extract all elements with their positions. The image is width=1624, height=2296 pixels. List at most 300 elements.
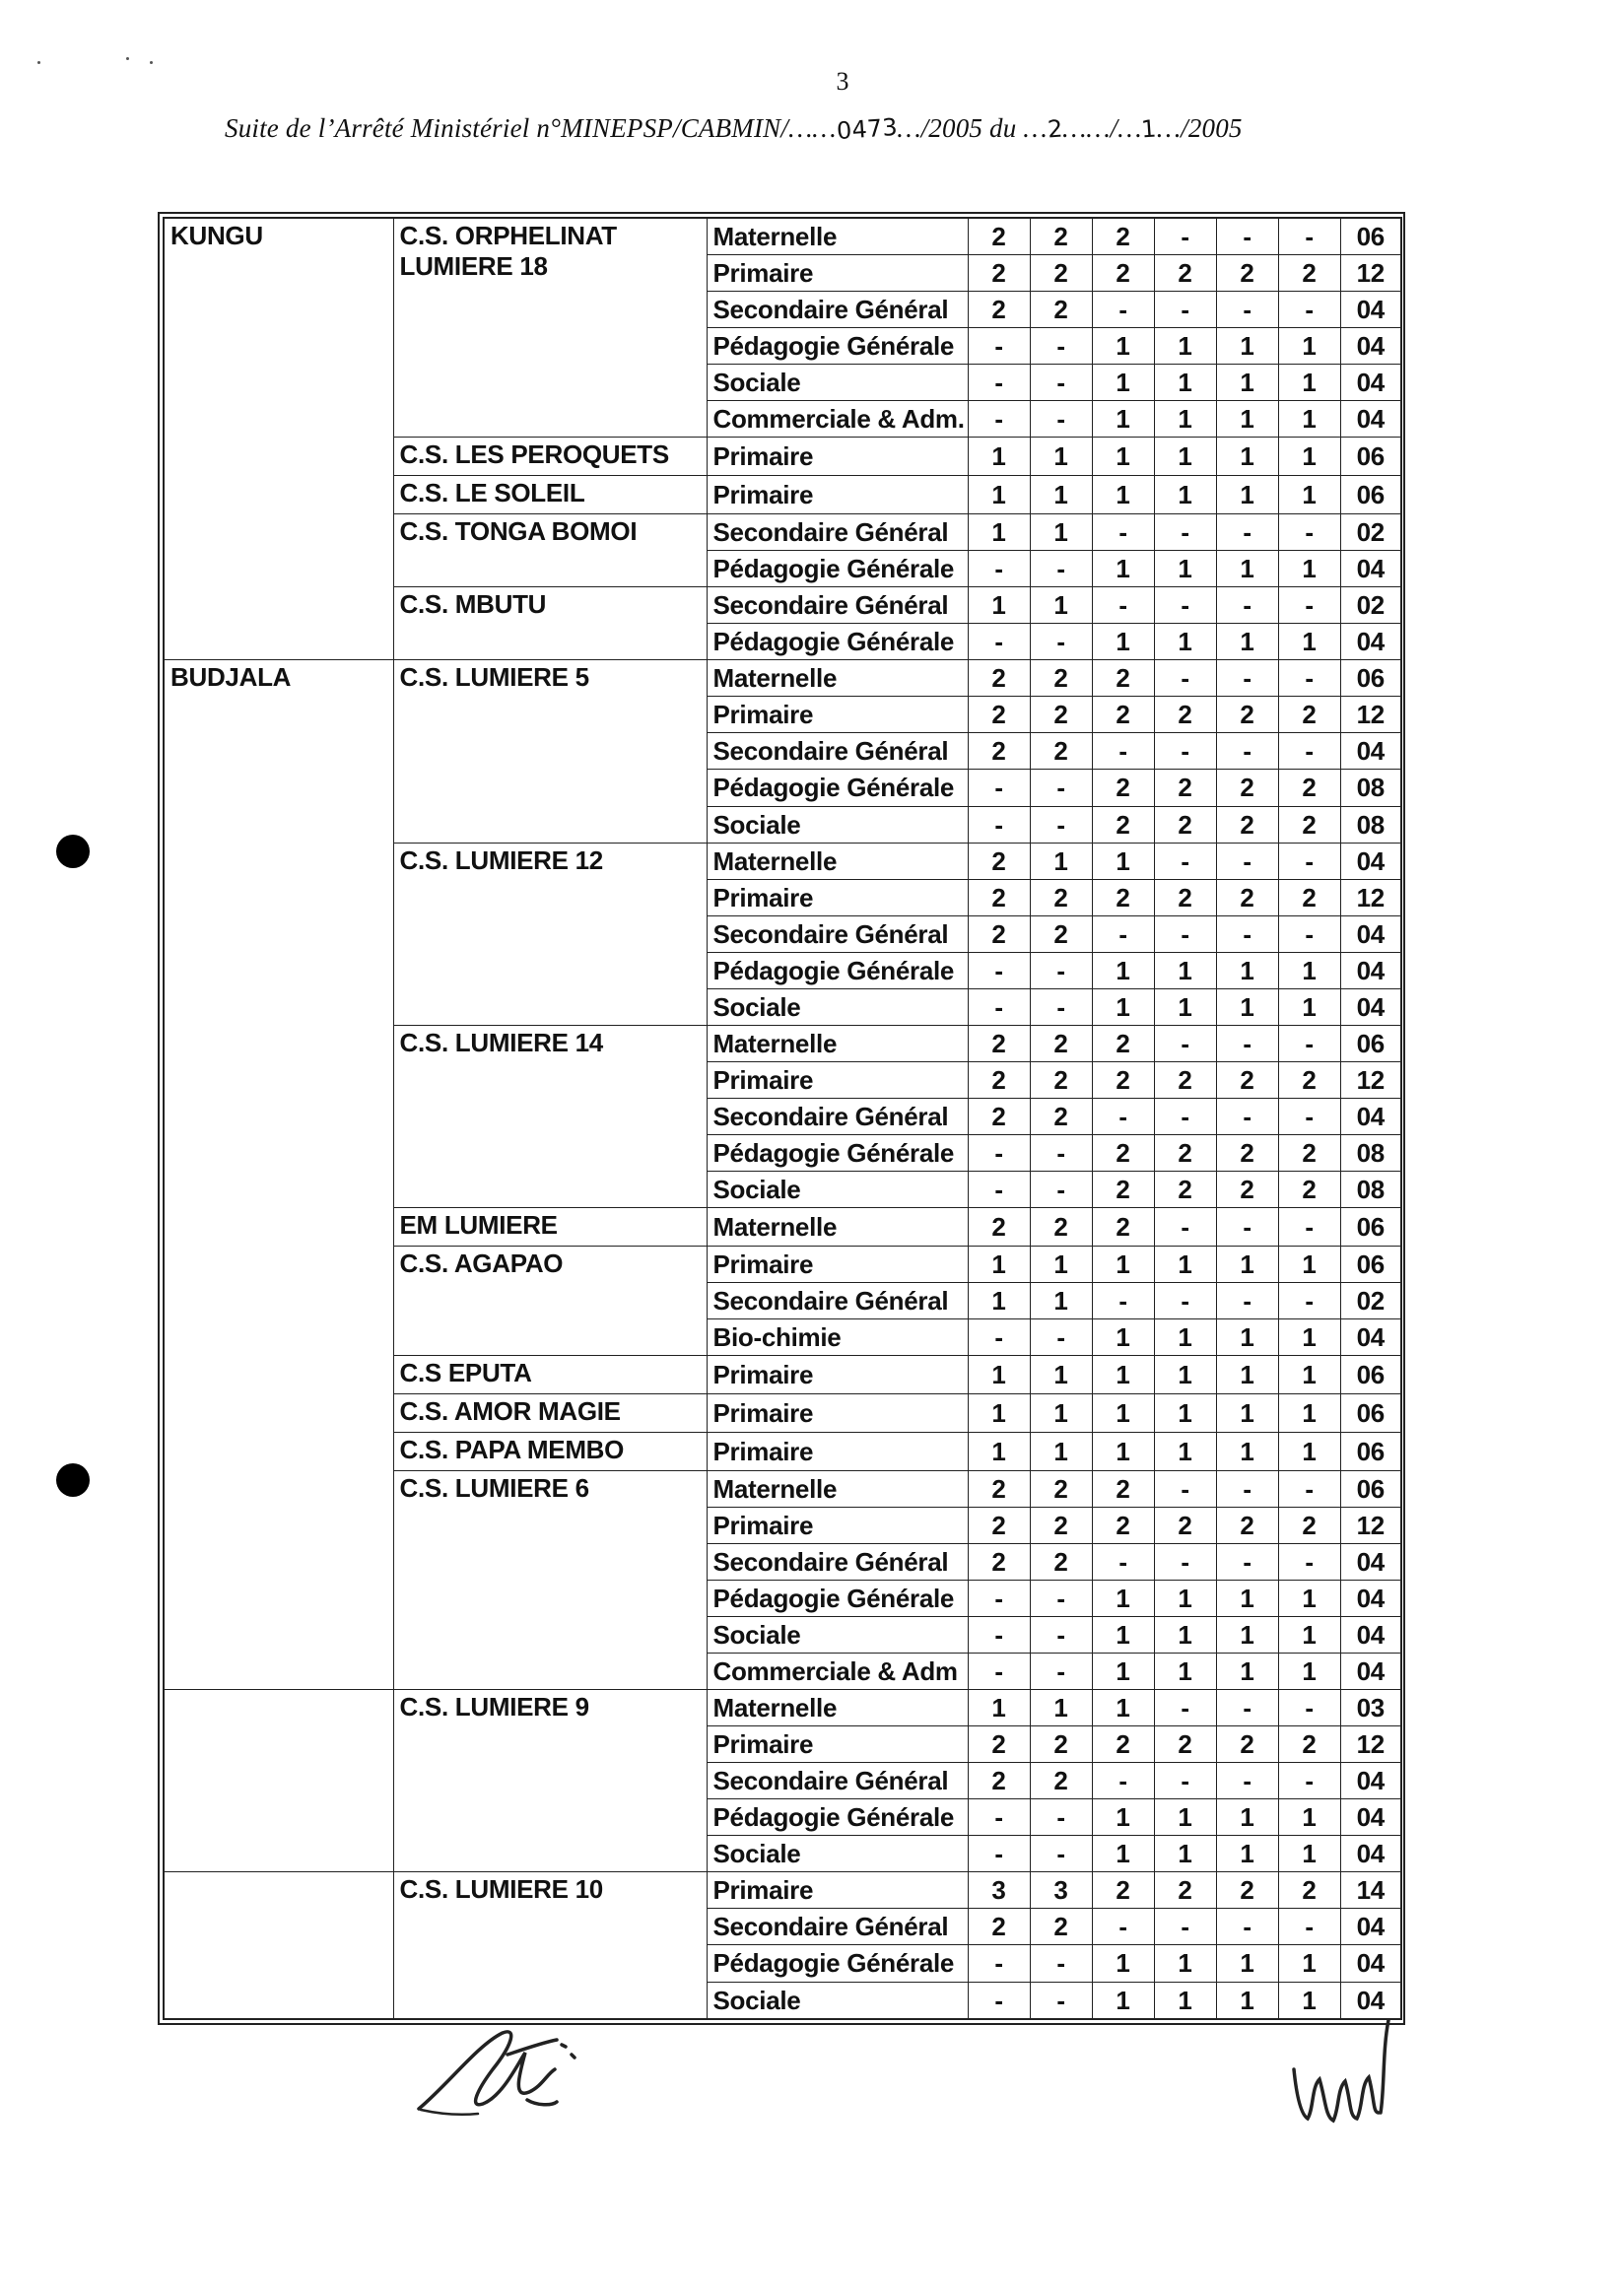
count-cell: - <box>1278 292 1340 328</box>
count-cell: 1 <box>1154 988 1216 1025</box>
count-cell: 2 <box>968 733 1030 770</box>
section-cell: Sociale <box>707 1982 968 2019</box>
section-cell: Sociale <box>707 1171 968 1207</box>
section-cell: Secondaire Général <box>707 1544 968 1581</box>
count-cell: 1 <box>968 1690 1030 1726</box>
school-cell: C.S. LUMIERE 9 <box>393 1690 707 1872</box>
count-cell: 1 <box>1092 1246 1154 1282</box>
count-cell: 1 <box>1278 1617 1340 1654</box>
count-cell: 2 <box>1278 1134 1340 1171</box>
count-cell: 2 <box>1216 879 1278 915</box>
count-cell: 1 <box>1278 1355 1340 1393</box>
count-cell: 2 <box>968 1207 1030 1246</box>
section-cell: Primaire <box>707 438 968 476</box>
count-cell: 1 <box>1092 438 1154 476</box>
count-cell: 1 <box>1092 328 1154 365</box>
school-cell: C.S. MBUTU <box>393 587 707 660</box>
count-cell: - <box>968 401 1030 438</box>
count-cell: 1 <box>1216 1799 1278 1836</box>
count-cell: 1 <box>1278 1654 1340 1690</box>
count-cell: 1 <box>1216 1654 1278 1690</box>
section-cell: Sociale <box>707 1836 968 1872</box>
count-cell: 1 <box>1216 438 1278 476</box>
count-cell: - <box>1154 1690 1216 1726</box>
count-cell: 2 <box>1154 1726 1216 1763</box>
count-cell: - <box>1092 1909 1154 1945</box>
total-cell: 06 <box>1340 476 1401 514</box>
count-cell: - <box>1216 514 1278 551</box>
count-cell: - <box>1278 915 1340 952</box>
total-cell: 04 <box>1340 1945 1401 1982</box>
count-cell: 1 <box>1278 1799 1340 1836</box>
count-cell: - <box>1278 514 1340 551</box>
count-cell: 1 <box>1092 476 1154 514</box>
count-cell: - <box>1278 843 1340 879</box>
count-cell: 1 <box>1092 551 1154 587</box>
count-cell: - <box>1216 587 1278 624</box>
count-cell: 2 <box>1092 806 1154 843</box>
count-cell: 1 <box>1278 328 1340 365</box>
count-cell: 2 <box>1154 879 1216 915</box>
total-cell: 12 <box>1340 879 1401 915</box>
count-cell: 2 <box>1278 1061 1340 1098</box>
count-cell: 2 <box>1030 255 1092 292</box>
count-cell: 2 <box>1030 733 1092 770</box>
count-cell: 1 <box>1030 1394 1092 1433</box>
total-cell: 04 <box>1340 733 1401 770</box>
count-cell: - <box>1092 1282 1154 1318</box>
count-cell: 1 <box>1154 952 1216 988</box>
count-cell: 2 <box>968 915 1030 952</box>
scan-speck <box>37 61 40 64</box>
count-cell: - <box>1154 733 1216 770</box>
count-cell: - <box>968 988 1030 1025</box>
count-cell: 1 <box>1092 1982 1154 2019</box>
count-cell: 1 <box>1092 1433 1154 1471</box>
count-cell: 2 <box>968 292 1030 328</box>
count-cell: 2 <box>968 1025 1030 1061</box>
count-cell: 1 <box>1278 1982 1340 2019</box>
count-cell: 1 <box>1092 401 1154 438</box>
school-cell: C.S. PAPA MEMBO <box>393 1433 707 1471</box>
count-cell: - <box>1030 401 1092 438</box>
section-cell: Sociale <box>707 806 968 843</box>
count-cell: 2 <box>968 660 1030 697</box>
total-cell: 06 <box>1340 1207 1401 1246</box>
count-cell: - <box>1216 1471 1278 1508</box>
count-cell: 2 <box>1216 1134 1278 1171</box>
count-cell: 1 <box>1278 438 1340 476</box>
count-cell: - <box>1278 1690 1340 1726</box>
total-cell: 06 <box>1340 660 1401 697</box>
count-cell: 3 <box>968 1872 1030 1909</box>
count-cell: 1 <box>968 1282 1030 1318</box>
count-cell: 1 <box>1278 1246 1340 1282</box>
count-cell: 2 <box>1092 879 1154 915</box>
count-cell: 1 <box>1092 1690 1154 1726</box>
total-cell: 04 <box>1340 328 1401 365</box>
count-cell: - <box>968 806 1030 843</box>
section-cell: Bio-chimie <box>707 1318 968 1355</box>
count-cell: - <box>968 1617 1030 1654</box>
signature-right-icon <box>1286 2010 1394 2138</box>
total-cell: 12 <box>1340 255 1401 292</box>
count-cell: - <box>968 1318 1030 1355</box>
count-cell: - <box>1278 1207 1340 1246</box>
section-cell: Secondaire Général <box>707 733 968 770</box>
count-cell: 2 <box>1030 1763 1092 1799</box>
school-cell: EM LUMIERE <box>393 1207 707 1246</box>
count-cell: 2 <box>1216 806 1278 843</box>
count-cell: 2 <box>1154 1061 1216 1098</box>
count-cell: 2 <box>1278 1872 1340 1909</box>
count-cell: 1 <box>1278 624 1340 660</box>
school-cell: C.S. LUMIERE 5 <box>393 660 707 843</box>
count-cell: 1 <box>1216 1945 1278 1982</box>
count-cell: - <box>968 1654 1030 1690</box>
count-cell: - <box>1092 1763 1154 1799</box>
count-cell: 2 <box>1278 697 1340 733</box>
count-cell: 2 <box>1278 879 1340 915</box>
count-cell: 2 <box>1278 1508 1340 1544</box>
count-cell: - <box>1216 1909 1278 1945</box>
count-cell: 2 <box>1030 1025 1092 1061</box>
count-cell: 1 <box>1278 952 1340 988</box>
count-cell: 2 <box>1154 1508 1216 1544</box>
section-cell: Primaire <box>707 1394 968 1433</box>
section-cell: Sociale <box>707 365 968 401</box>
count-cell: - <box>968 328 1030 365</box>
count-cell: - <box>1154 660 1216 697</box>
total-cell: 04 <box>1340 551 1401 587</box>
count-cell: 1 <box>1216 1581 1278 1617</box>
count-cell: 2 <box>1092 1471 1154 1508</box>
count-cell: 1 <box>1216 476 1278 514</box>
table-row <box>164 660 1401 697</box>
count-cell: - <box>1278 1471 1340 1508</box>
section-cell: Secondaire Général <box>707 1282 968 1318</box>
section-cell: Secondaire Général <box>707 514 968 551</box>
count-cell: 2 <box>1092 697 1154 733</box>
count-cell: - <box>968 1945 1030 1982</box>
section-cell: Commerciale & Adm. <box>707 401 968 438</box>
school-cell: C.S. LUMIERE 6 <box>393 1471 707 1690</box>
count-cell: 2 <box>1216 1061 1278 1098</box>
section-cell: Secondaire Général <box>707 587 968 624</box>
count-cell: - <box>1278 1282 1340 1318</box>
count-cell: 2 <box>1030 292 1092 328</box>
total-cell: 06 <box>1340 1471 1401 1508</box>
count-cell: 2 <box>1092 1061 1154 1098</box>
count-cell: 2 <box>1092 660 1154 697</box>
count-cell: - <box>1154 843 1216 879</box>
count-cell: 1 <box>1154 1581 1216 1617</box>
count-cell: - <box>968 1171 1030 1207</box>
count-cell: 1 <box>1216 1318 1278 1355</box>
count-cell: - <box>1154 1098 1216 1134</box>
total-cell: 04 <box>1340 1098 1401 1134</box>
count-cell: 1 <box>1154 1617 1216 1654</box>
count-cell: - <box>1216 843 1278 879</box>
section-cell: Pédagogie Générale <box>707 1945 968 1982</box>
count-cell: 2 <box>968 879 1030 915</box>
count-cell: - <box>1216 218 1278 255</box>
count-cell: 1 <box>1154 551 1216 587</box>
count-cell: 1 <box>1154 476 1216 514</box>
scan-speck <box>150 61 153 64</box>
district-cell: KUNGU <box>164 218 393 660</box>
count-cell: - <box>1030 1982 1092 2019</box>
table-row <box>164 218 1401 255</box>
count-cell: 1 <box>1216 952 1278 988</box>
count-cell: 1 <box>1030 1690 1092 1726</box>
count-cell: 2 <box>968 1544 1030 1581</box>
count-cell: 1 <box>1092 1355 1154 1393</box>
count-cell: - <box>1030 1799 1092 1836</box>
count-cell: 2 <box>1154 1134 1216 1171</box>
total-cell: 06 <box>1340 218 1401 255</box>
count-cell: 1 <box>1154 1433 1216 1471</box>
count-cell: - <box>1030 1654 1092 1690</box>
count-cell: 1 <box>1216 328 1278 365</box>
count-cell: - <box>1030 1617 1092 1654</box>
count-cell: 1 <box>1030 1246 1092 1282</box>
count-cell: - <box>1030 365 1092 401</box>
count-cell: 1 <box>1278 1318 1340 1355</box>
count-cell: 1 <box>1154 1799 1216 1836</box>
district-cell <box>164 1690 393 1872</box>
count-cell: 1 <box>1278 1945 1340 1982</box>
section-cell: Commerciale & Adm <box>707 1654 968 1690</box>
count-cell: - <box>1216 1025 1278 1061</box>
total-cell: 04 <box>1340 401 1401 438</box>
count-cell: 1 <box>1216 365 1278 401</box>
total-cell: 12 <box>1340 1061 1401 1098</box>
count-cell: 2 <box>1030 879 1092 915</box>
count-cell: 1 <box>1216 1617 1278 1654</box>
count-cell: 2 <box>968 1726 1030 1763</box>
total-cell: 04 <box>1340 1581 1401 1617</box>
total-cell: 02 <box>1340 514 1401 551</box>
section-cell: Maternelle <box>707 660 968 697</box>
total-cell: 04 <box>1340 1654 1401 1690</box>
count-cell: 1 <box>1030 1433 1092 1471</box>
total-cell: 04 <box>1340 952 1401 988</box>
total-cell: 08 <box>1340 1171 1401 1207</box>
count-cell: 1 <box>1030 476 1092 514</box>
count-cell: - <box>1216 1690 1278 1726</box>
signature-left-icon <box>409 2015 596 2133</box>
count-cell: 2 <box>1030 1726 1092 1763</box>
count-cell: 1 <box>1278 988 1340 1025</box>
count-cell: - <box>968 1134 1030 1171</box>
count-cell: 2 <box>1030 660 1092 697</box>
total-cell: 04 <box>1340 1544 1401 1581</box>
count-cell: - <box>1154 292 1216 328</box>
total-cell: 04 <box>1340 1836 1401 1872</box>
count-cell: - <box>968 1982 1030 2019</box>
page-number: 3 <box>836 67 849 96</box>
section-cell: Primaire <box>707 1872 968 1909</box>
count-cell: 2 <box>1278 1726 1340 1763</box>
count-cell: 2 <box>1092 1025 1154 1061</box>
count-cell: - <box>1216 1763 1278 1799</box>
total-cell: 04 <box>1340 1909 1401 1945</box>
count-cell: - <box>1216 1544 1278 1581</box>
section-cell: Sociale <box>707 1617 968 1654</box>
header-prefix: Suite de l’Arrêté Ministériel n°MINEPSP/CABMIN/…… <box>225 113 837 143</box>
count-cell: - <box>968 1799 1030 1836</box>
school-cell: C.S. AGAPAO <box>393 1246 707 1355</box>
total-cell: 04 <box>1340 1318 1401 1355</box>
count-cell: - <box>1154 587 1216 624</box>
count-cell: 1 <box>1278 476 1340 514</box>
count-cell: 2 <box>968 1061 1030 1098</box>
count-cell: 1 <box>1154 1394 1216 1433</box>
section-cell: Primaire <box>707 1433 968 1471</box>
count-cell: 2 <box>1092 1207 1154 1246</box>
count-cell: - <box>1216 660 1278 697</box>
count-cell: - <box>1030 1836 1092 1872</box>
total-cell: 04 <box>1340 1799 1401 1836</box>
count-cell: 1 <box>1216 401 1278 438</box>
count-cell: 1 <box>1092 624 1154 660</box>
allocation-table-frame <box>158 212 1405 2025</box>
section-cell: Pédagogie Générale <box>707 624 968 660</box>
count-cell: 2 <box>1154 1171 1216 1207</box>
count-cell: - <box>1092 733 1154 770</box>
total-cell: 04 <box>1340 292 1401 328</box>
count-cell: - <box>1278 218 1340 255</box>
count-cell: 1 <box>1092 843 1154 879</box>
school-cell: C.S. AMOR MAGIE <box>393 1394 707 1433</box>
count-cell: - <box>1216 1207 1278 1246</box>
section-cell: Primaire <box>707 697 968 733</box>
count-cell: - <box>1154 1909 1216 1945</box>
count-cell: - <box>1154 218 1216 255</box>
count-cell: 2 <box>1154 255 1216 292</box>
count-cell: - <box>1092 1544 1154 1581</box>
total-cell: 06 <box>1340 1355 1401 1393</box>
count-cell: 1 <box>1278 1394 1340 1433</box>
count-cell: 2 <box>1216 1171 1278 1207</box>
count-cell: 1 <box>968 587 1030 624</box>
count-cell: 2 <box>968 1508 1030 1544</box>
count-cell: - <box>1030 624 1092 660</box>
count-cell: 1 <box>1278 1836 1340 1872</box>
count-cell: - <box>1278 587 1340 624</box>
count-cell: 1 <box>1278 365 1340 401</box>
section-cell: Primaire <box>707 255 968 292</box>
count-cell: 1 <box>1154 624 1216 660</box>
total-cell: 12 <box>1340 1726 1401 1763</box>
count-cell: - <box>1216 915 1278 952</box>
count-cell: 1 <box>1092 1799 1154 1836</box>
count-cell: 2 <box>1092 1726 1154 1763</box>
section-cell: Primaire <box>707 1061 968 1098</box>
school-cell: C.S. LE SOLEIL <box>393 476 707 514</box>
count-cell: - <box>1092 514 1154 551</box>
count-cell: 2 <box>1092 1171 1154 1207</box>
section-cell: Maternelle <box>707 1690 968 1726</box>
count-cell: 2 <box>1030 1544 1092 1581</box>
count-cell: 1 <box>1092 988 1154 1025</box>
count-cell: 2 <box>1030 218 1092 255</box>
header-sep: ……/… <box>1062 113 1142 143</box>
count-cell: 2 <box>1092 255 1154 292</box>
count-cell: - <box>1154 514 1216 551</box>
section-cell: Maternelle <box>707 218 968 255</box>
count-cell: - <box>1092 915 1154 952</box>
total-cell: 06 <box>1340 1394 1401 1433</box>
handwritten-month: 1 <box>1140 114 1158 144</box>
punch-hole-icon <box>56 1463 90 1497</box>
count-cell: - <box>1030 1945 1092 1982</box>
count-cell: 1 <box>1154 1945 1216 1982</box>
count-cell: 2 <box>1216 255 1278 292</box>
school-cell: C.S. LUMIERE 14 <box>393 1025 707 1207</box>
count-cell: 1 <box>968 1246 1030 1282</box>
count-cell: - <box>968 952 1030 988</box>
total-cell: 12 <box>1340 697 1401 733</box>
total-cell: 03 <box>1340 1690 1401 1726</box>
section-cell: Secondaire Général <box>707 1763 968 1799</box>
count-cell: - <box>1092 1098 1154 1134</box>
count-cell: - <box>968 551 1030 587</box>
total-cell: 04 <box>1340 365 1401 401</box>
total-cell: 04 <box>1340 1982 1401 2019</box>
section-cell: Primaire <box>707 1355 968 1393</box>
count-cell: 1 <box>1154 1318 1216 1355</box>
total-cell: 06 <box>1340 1025 1401 1061</box>
section-cell: Primaire <box>707 879 968 915</box>
count-cell: 1 <box>1216 1355 1278 1393</box>
count-cell: 2 <box>1092 1134 1154 1171</box>
count-cell: 1 <box>1092 1945 1154 1982</box>
section-cell: Pédagogie Générale <box>707 1581 968 1617</box>
section-cell: Primaire <box>707 1246 968 1282</box>
section-cell: Maternelle <box>707 1471 968 1508</box>
count-cell: 2 <box>1030 1061 1092 1098</box>
count-cell: 1 <box>1092 1836 1154 1872</box>
total-cell: 08 <box>1340 806 1401 843</box>
count-cell: 1 <box>1216 624 1278 660</box>
allocation-table <box>163 217 1402 2020</box>
count-cell: - <box>968 770 1030 806</box>
count-cell: 2 <box>968 697 1030 733</box>
total-cell: 04 <box>1340 1617 1401 1654</box>
count-cell: - <box>1092 587 1154 624</box>
district-cell: BUDJALA <box>164 660 393 1690</box>
count-cell: - <box>1154 1282 1216 1318</box>
count-cell: 2 <box>1216 1508 1278 1544</box>
count-cell: 1 <box>1154 401 1216 438</box>
count-cell: - <box>1092 292 1154 328</box>
count-cell: - <box>1278 1025 1340 1061</box>
count-cell: 1 <box>1154 365 1216 401</box>
count-cell: - <box>1278 660 1340 697</box>
count-cell: - <box>1154 915 1216 952</box>
header-du: du … <box>982 113 1048 143</box>
count-cell: 3 <box>1030 1872 1092 1909</box>
count-cell: 2 <box>1278 1171 1340 1207</box>
school-cell: C.S. LUMIERE 12 <box>393 843 707 1025</box>
count-cell: - <box>1278 1909 1340 1945</box>
count-cell: 1 <box>1216 1246 1278 1282</box>
count-cell: - <box>1030 770 1092 806</box>
section-cell: Pédagogie Générale <box>707 1134 968 1171</box>
count-cell: 2 <box>968 1763 1030 1799</box>
